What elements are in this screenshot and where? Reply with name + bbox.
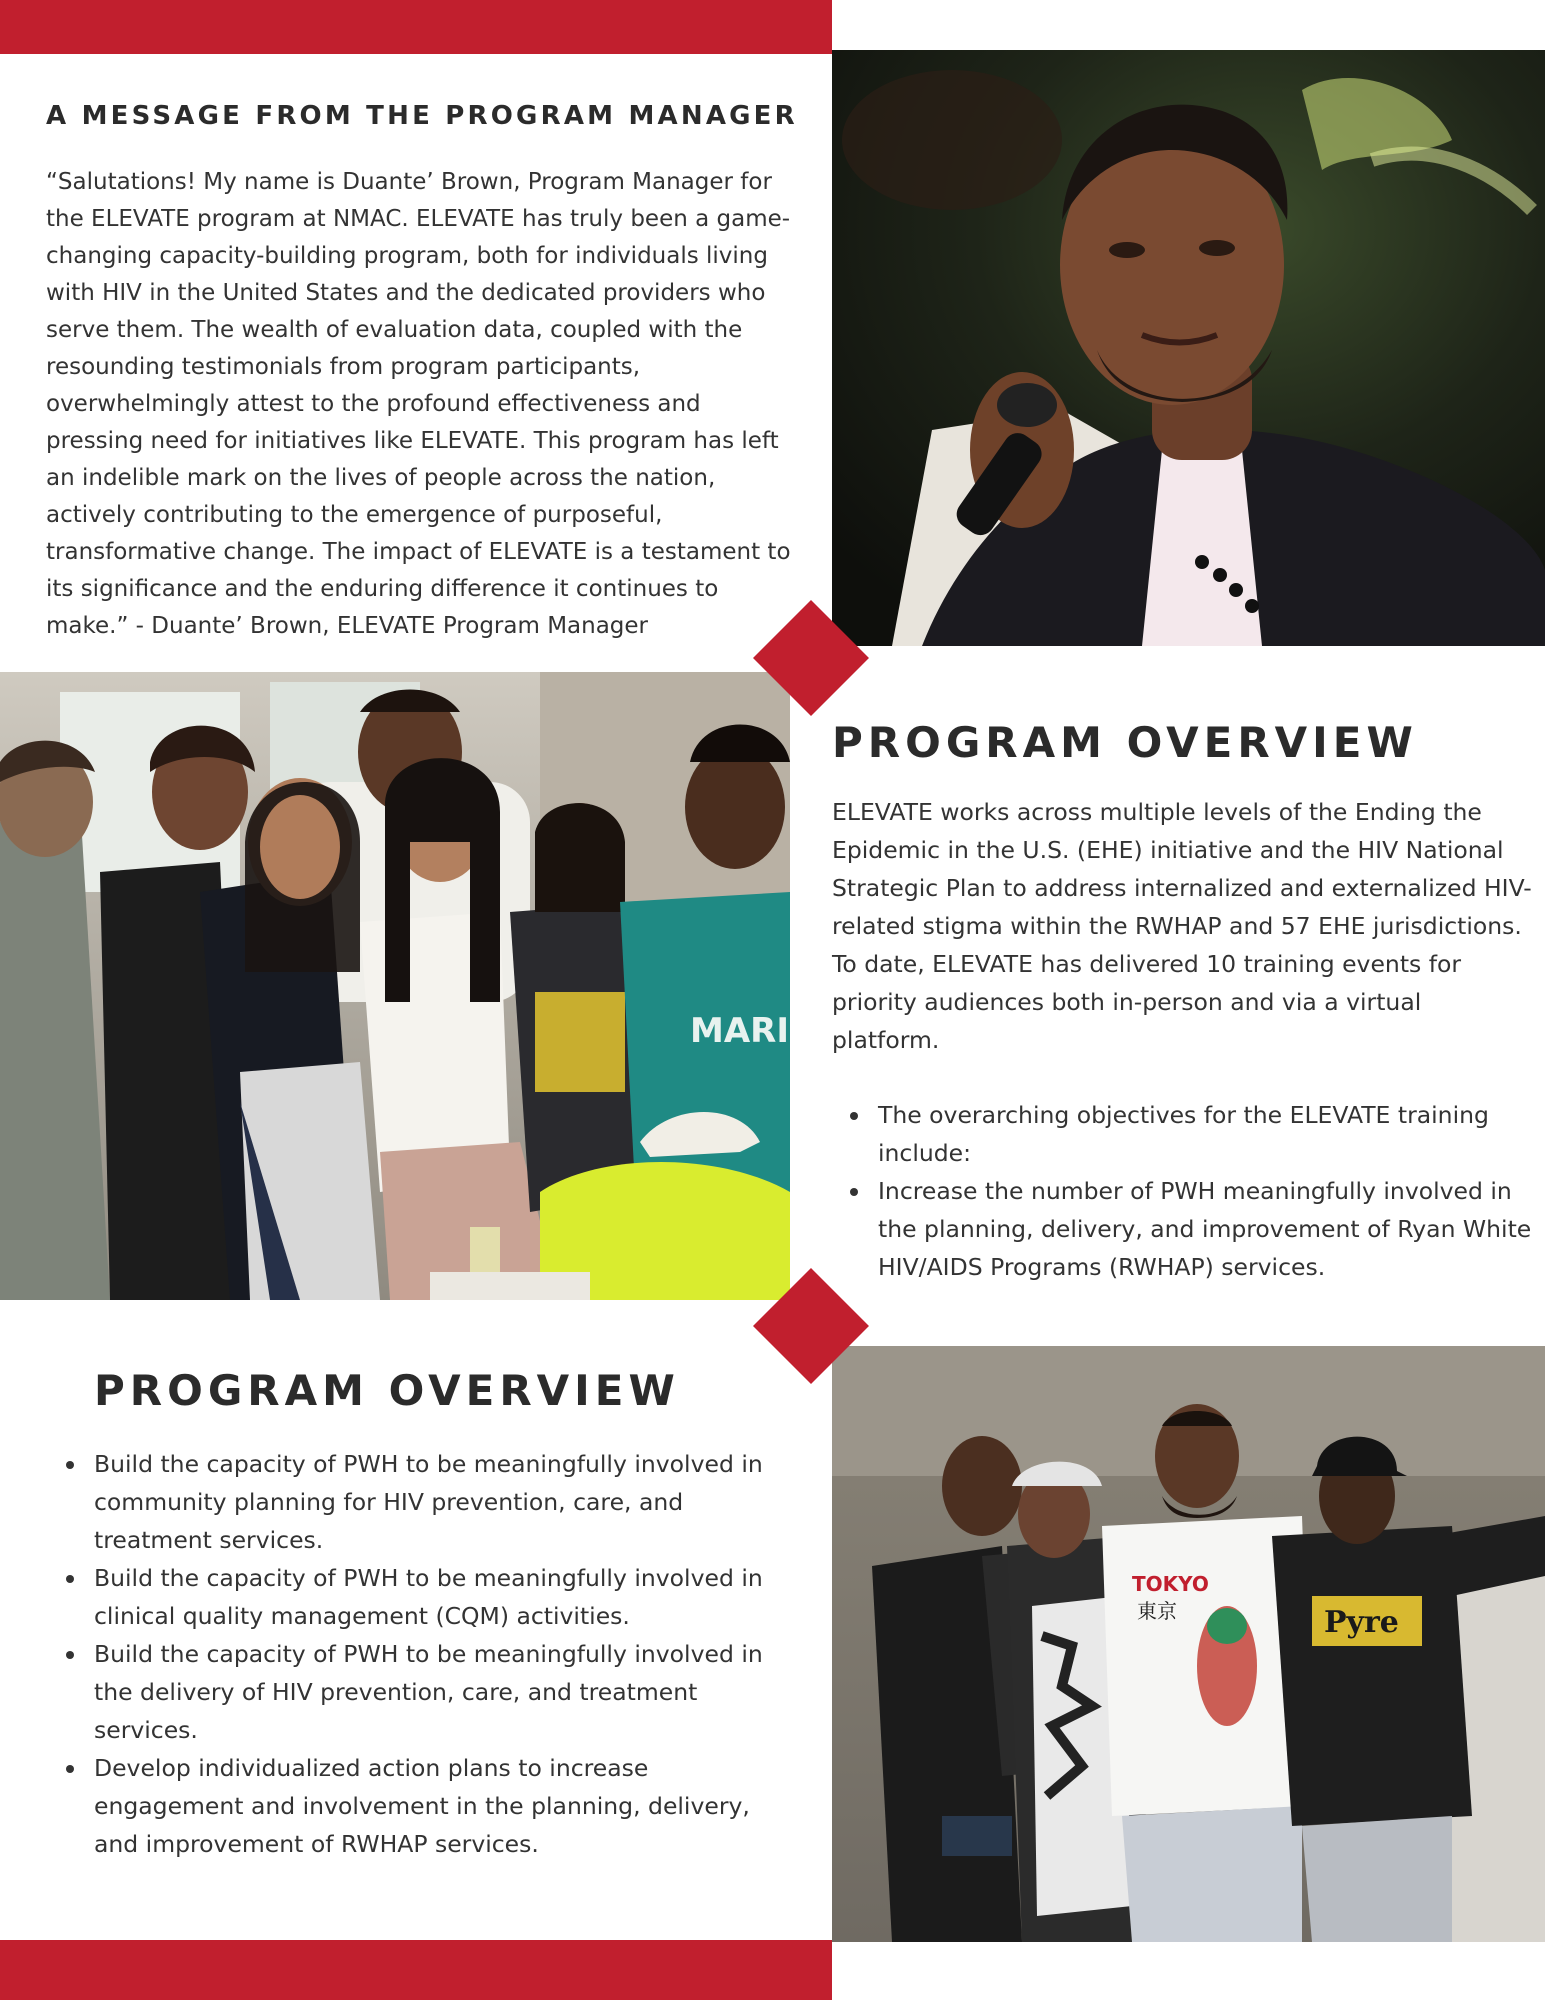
shirt-text-tokyo: TOKYO bbox=[1132, 1572, 1209, 1596]
list-item: Increase the number of PWH meaningfully involved in the planning, delivery, and improvement of Ryan White HIV/AIDS Programs (RWHAP) services. bbox=[832, 1172, 1532, 1286]
manager-message: “Salutations! My name is Duante’ Brown, Program Manager for the ELEVATE program at NMAC. ELEVATE has truly been a game-changing capacity-building program, both for individuals living with HIV in the United States and the dedicated providers who serve them. The wealth of evaluation data, coupled with the resounding testimonials from program participants, overwhelmingly attest to the profound effectiveness and pressing need for initiatives like ELEVATE. This program has left an indelible mark on the lives of people across the nation, actively contributing to the emergence of purposeful, transformative change. The impact of ELEVATE is a testament to its significance and the enduring difference it continues to make.” - Duante’ Brown, ELEVATE Program Manager bbox=[46, 169, 791, 639]
list-item: The overarching objectives for the ELEVATE training include: bbox=[832, 1096, 1532, 1172]
overview-heading-right: PROGRAM OVERVIEW bbox=[832, 718, 1418, 767]
shirt-text-pyre: Pyre bbox=[1324, 1605, 1399, 1640]
list-item: Build the capacity of PWH to be meaningfully involved in clinical quality management (CQM) activities. bbox=[48, 1559, 778, 1635]
overview-left-list bbox=[48, 1445, 778, 1863]
top-red-bar bbox=[0, 0, 832, 54]
shirt-text-kanji: 東京 bbox=[1137, 1599, 1177, 1623]
group-photo-four bbox=[832, 1346, 1545, 1942]
manager-photo bbox=[832, 50, 1545, 646]
overview-right-list bbox=[832, 1096, 1532, 1286]
list-item: Build the capacity of PWH to be meaningfully involved in the delivery of HIV prevention, care, and treatment services. bbox=[48, 1635, 778, 1749]
list-item: Develop individualized action plans to increase engagement and involvement in the planning, delivery, and improvement of RWHAP services. bbox=[48, 1749, 778, 1863]
group-photo-participants bbox=[0, 672, 790, 1300]
list-item: Build the capacity of PWH to be meaningfully involved in community planning for HIV prevention, care, and treatment services. bbox=[48, 1445, 778, 1559]
bottom-red-bar bbox=[0, 1940, 832, 2000]
jersey-text: MARI bbox=[690, 1011, 789, 1051]
message-kicker: A MESSAGE FROM THE PROGRAM MANAGER bbox=[46, 101, 798, 131]
overview-paragraph: ELEVATE works across multiple levels of the Ending the Epidemic in the U.S. (EHE) initiative and the HIV National Strategic Plan to address internalized and externalized HIV-related stigma within the RWHAP and 57 EHE jurisdictions. To date, ELEVATE has delivered 10 training events for priority audiences both in-person and via a virtual platform. bbox=[832, 798, 1532, 1054]
overview-heading-left: PROGRAM OVERVIEW bbox=[94, 1366, 680, 1415]
